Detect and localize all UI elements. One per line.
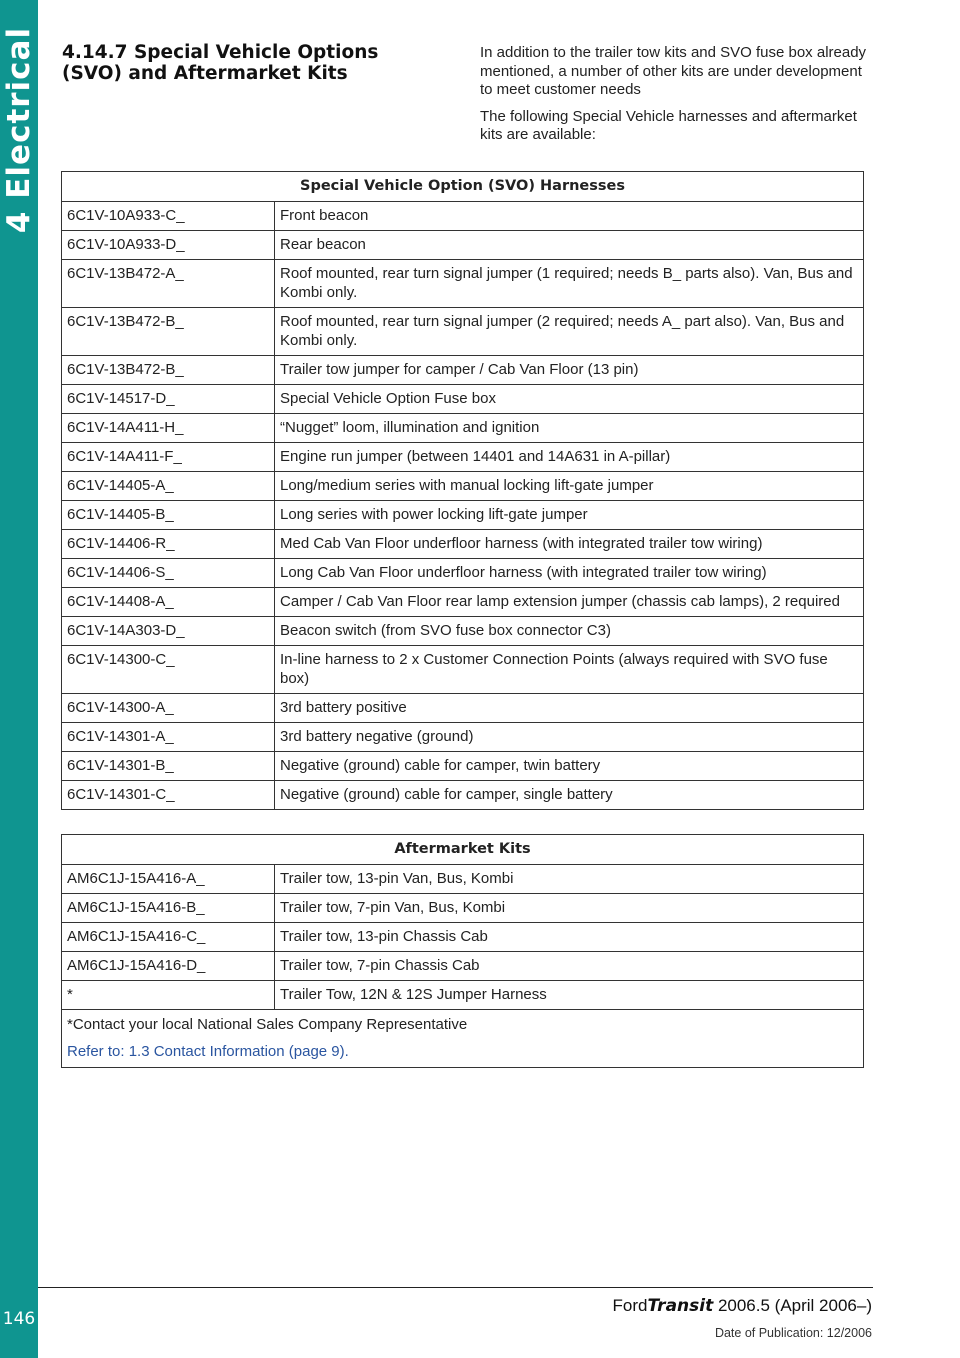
part-number: 6C1V-13B472-B_ [62,356,275,385]
part-number: 6C1V-14406-R_ [62,530,275,559]
section-heading-line1: 4.14.7 Special Vehicle Options [62,42,379,63]
table-row [62,752,864,781]
part-description: Long series with power locking lift-gate jumper [275,501,864,530]
part-description: Camper / Cab Van Floor rear lamp extension jumper (chassis cab lamps), 2 required [275,588,864,617]
table-row [62,385,864,414]
part-number: 6C1V-13B472-B_ [62,308,275,356]
svo-harness-table [61,171,864,810]
table-row [62,530,864,559]
part-number: 6C1V-14517-D_ [62,385,275,414]
table-row [62,952,864,981]
part-description: Rear beacon [275,231,864,260]
contact-info-reference-link[interactable]: Refer to: 1.3 Contact Information (page 9). [67,1043,349,1060]
table-row [62,894,864,923]
part-description: Engine run jumper (between 14401 and 14A631 in A-pillar) [275,443,864,472]
chapter-title: 4 Electrical [1,26,37,234]
table-row [62,414,864,443]
table-row [62,308,864,356]
part-description: “Nugget” loom, illumination and ignition [275,414,864,443]
intro-paragraph-2: The following Special Vehicle harnesses and aftermarket kits are available: [480,107,857,143]
footer-model: Transit [647,1296,714,1316]
part-number: 6C1V-14A411-H_ [62,414,275,443]
table-row [62,501,864,530]
part-description: Trailer tow jumper for camper / Cab Van Floor (13 pin) [275,356,864,385]
section-heading-line2: (SVO) and Aftermarket Kits [62,63,348,84]
part-description: Long Cab Van Floor underfloor harness (with integrated trailer tow wiring) [275,559,864,588]
part-number: 6C1V-10A933-C_ [62,202,275,231]
kits-note: *Contact your local National Sales Company Representative [67,1016,468,1033]
aftermarket-kits-table [61,834,864,1068]
part-number: 6C1V-14406-S_ [62,559,275,588]
part-description: Long/medium series with manual locking lift-gate jumper [275,472,864,501]
table-row [62,443,864,472]
part-description: Special Vehicle Option Fuse box [275,385,864,414]
part-description: Front beacon [275,202,864,231]
section-heading [62,42,442,84]
part-description: 3rd battery negative (ground) [275,723,864,752]
table-row [62,694,864,723]
part-number: 6C1V-14408-A_ [62,588,275,617]
publication-date: Date of Publication: 12/2006 [714,1326,872,1340]
part-number: 6C1V-14300-C_ [62,646,275,694]
part-number: 6C1V-14301-C_ [62,781,275,810]
kits-note-cell [62,1010,864,1068]
part-number: * [62,981,275,1010]
part-number: AM6C1J-15A416-A_ [62,865,275,894]
table-row [62,781,864,810]
footer-edition: 2006.5 (April 2006–) [713,1296,872,1315]
table-row [62,923,864,952]
table-row [62,723,864,752]
part-description: Med Cab Van Floor underfloor harness (with integrated trailer tow wiring) [275,530,864,559]
svo-table-body [62,202,864,810]
part-description: In-line harness to 2 x Customer Connection Points (always required with SVO fuse box) [275,646,864,694]
table-row [62,588,864,617]
part-number: 6C1V-14405-B_ [62,501,275,530]
part-number: 6C1V-14405-A_ [62,472,275,501]
part-number: AM6C1J-15A416-D_ [62,952,275,981]
table-row [62,981,864,1010]
part-description: Roof mounted, rear turn signal jumper (1 required; needs B_ parts also). Van, Bus and Kombi only. [275,260,864,308]
chapter-sidebar [0,0,38,1358]
kits-table-body [62,865,864,1010]
part-number: 6C1V-10A933-D_ [62,231,275,260]
table-row [62,231,864,260]
part-description: Trailer tow, 7-pin Chassis Cab [275,952,864,981]
table-row [62,865,864,894]
part-description: Trailer Tow, 12N & 12S Jumper Harness [275,981,864,1010]
part-description: Roof mounted, rear turn signal jumper (2 required; needs A_ part also). Van, Bus and Kombi only. [275,308,864,356]
footer-brand: Ford [612,1296,648,1315]
kits-table-title: Aftermarket Kits [62,835,864,865]
footer-rule [38,1287,873,1288]
intro-paragraph-1: In addition to the trailer tow kits and SVO fuse box already mentioned, a number of other kits are under development to meet customer needs [480,44,867,98]
part-number: 6C1V-14A411-F_ [62,443,275,472]
part-description: Trailer tow, 7-pin Van, Bus, Kombi [275,894,864,923]
table-row [62,617,864,646]
footer-title [612,1296,872,1316]
part-description: Trailer tow, 13-pin Van, Bus, Kombi [275,865,864,894]
table-row [62,559,864,588]
part-number: AM6C1J-15A416-B_ [62,894,275,923]
intro-text [480,44,870,153]
part-number: 6C1V-14300-A_ [62,694,275,723]
page-number: 146 [2,1309,36,1329]
part-number: 6C1V-13B472-A_ [62,260,275,308]
part-description: Beacon switch (from SVO fuse box connector C3) [275,617,864,646]
table-row [62,356,864,385]
part-number: 6C1V-14A303-D_ [62,617,275,646]
part-number: 6C1V-14301-B_ [62,752,275,781]
part-number: AM6C1J-15A416-C_ [62,923,275,952]
part-number: 6C1V-14301-A_ [62,723,275,752]
table-row [62,646,864,694]
table-row [62,260,864,308]
svo-table-title: Special Vehicle Option (SVO) Harnesses [62,172,864,202]
part-description: Negative (ground) cable for camper, single battery [275,781,864,810]
kits-note-row [62,1010,864,1068]
part-description: 3rd battery positive [275,694,864,723]
part-description: Trailer tow, 13-pin Chassis Cab [275,923,864,952]
table-row [62,472,864,501]
table-row [62,202,864,231]
part-description: Negative (ground) cable for camper, twin battery [275,752,864,781]
